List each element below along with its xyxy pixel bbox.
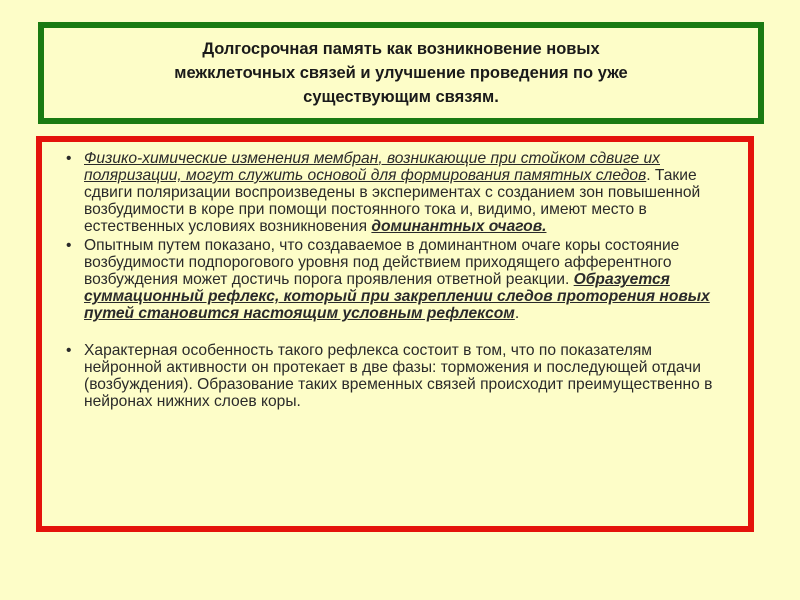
title-line-3: существующим связям.: [303, 88, 499, 106]
bullet-1-term: Физико-химические изменения мембран: [84, 150, 379, 167]
bullet-list: [64, 150, 734, 410]
bullet-dot-icon: •: [66, 150, 72, 167]
bullet-1-underlined-text: , возникающие при стойком сдвиге их поляризации, могут служить основой для формирования памятных следов: [84, 150, 660, 184]
bullet-3-text: Характерная особенность такого рефлекса состоит в том, что по показателям нейронной активности он протекает в две фазы: торможения и последующей отдачи (возбуждения). Образование таких временных связей происходит преимущественно в нейронах нижних слоев коры.: [84, 342, 713, 410]
title-line-2: межклеточных связей и улучшение проведения по уже: [174, 64, 628, 82]
bullet-experimental-evidence: [64, 237, 734, 322]
title-box: [38, 22, 764, 124]
bullet-2-text: Опытным путем показано, что создаваемое в доминантном очаге коры состояние возбудимости подпорогового уровня под действием приходящего афферентного возбуждения может достичь порога проявления ответной реакции.: [84, 237, 680, 288]
title-line-1: Долгосрочная память как возникновение новых: [202, 40, 600, 58]
bullet-1-text: . Такие сдвиги поляризации воспроизведены в экспериментах с созданием зон повышенной возбудимости в коре при помощи постоянного тока и, видимо, имеют место в естественных условиях возникновения: [84, 167, 701, 235]
bullet-2-emphasis: Образуется суммационный рефлекс, который при закреплении следов проторения новых путей становится настоящим условным рефлексом: [84, 271, 710, 322]
slide-title: [121, 37, 681, 109]
bullet-2-end: .: [514, 305, 520, 322]
bullet-dot-icon: •: [66, 237, 72, 254]
bullet-1-emphasis: доминантных очагов.: [371, 218, 547, 235]
bullet-reflex-phases: [64, 342, 734, 410]
bullet-dot-icon: •: [66, 342, 72, 359]
content-box: [36, 136, 754, 532]
bullet-membrane-changes: [64, 150, 734, 235]
